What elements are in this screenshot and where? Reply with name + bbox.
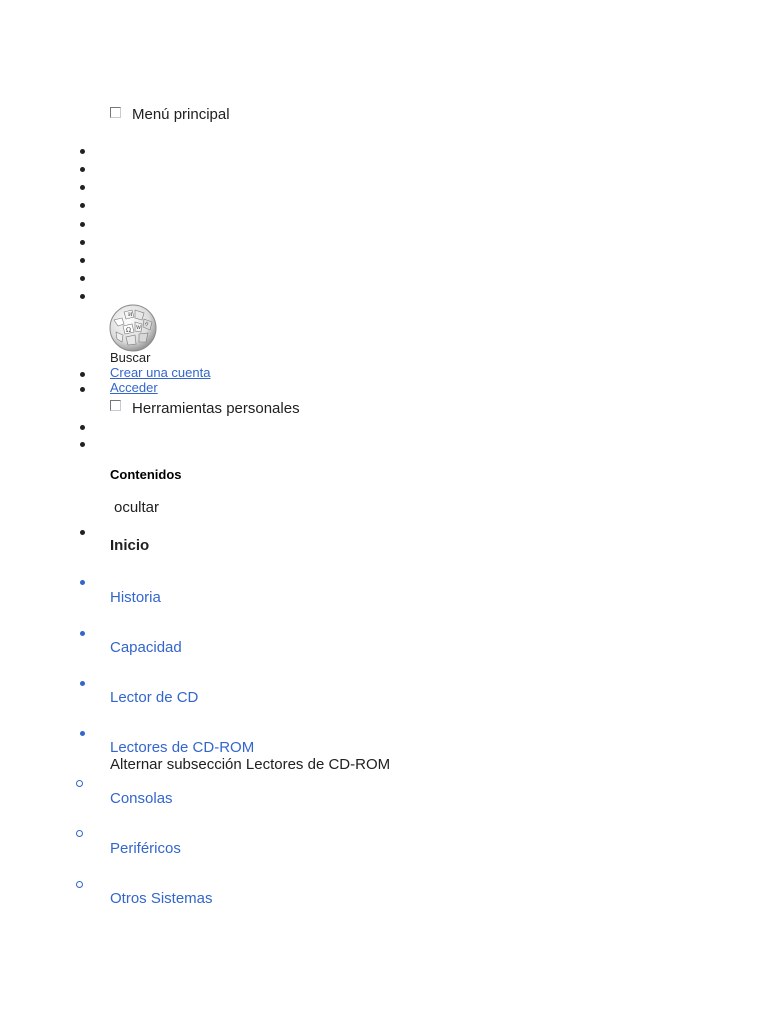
svg-text:Ω: Ω xyxy=(126,327,131,334)
toc-bullet xyxy=(80,580,85,585)
nav-list-bullet xyxy=(80,149,85,154)
main-menu-checkbox[interactable] xyxy=(110,107,121,118)
toc-bullet xyxy=(80,731,85,736)
user-link-bullet xyxy=(80,387,85,392)
wikipedia-globe-icon xyxy=(108,304,160,352)
toc-bullet xyxy=(80,681,85,686)
toc-sub-bullet xyxy=(76,881,83,888)
nav-list-bullet xyxy=(80,258,85,263)
svg-text:W: W xyxy=(136,325,142,331)
toc-item-lector-de-cd[interactable]: Lector de CD xyxy=(110,689,199,706)
personal-tools-label[interactable]: Herramientas personales xyxy=(132,400,300,417)
nav-list-bullet xyxy=(80,185,85,190)
wikipedia-logo[interactable] xyxy=(108,304,160,352)
toc-subitem-consolas[interactable]: Consolas xyxy=(110,790,173,807)
nav-list-bullet xyxy=(80,294,85,299)
toc-title: Contenidos xyxy=(110,467,182,482)
nav-list-bullet xyxy=(80,222,85,227)
toc-hide-button[interactable]: ocultar xyxy=(114,499,160,516)
create-account-link[interactable]: Crear una cuenta xyxy=(110,365,211,380)
svg-text:ウ: ウ xyxy=(144,322,150,328)
nav-list-bullet xyxy=(80,276,85,281)
toc-sub-bullet xyxy=(76,830,83,837)
toc-bullet xyxy=(80,631,85,636)
toc-item-capacidad[interactable]: Capacidad xyxy=(110,639,182,656)
nav-list-bullet xyxy=(80,167,85,172)
toc-item-historia[interactable]: Historia xyxy=(110,589,161,606)
toc-subitem-otros-sistemas[interactable]: Otros Sistemas xyxy=(110,890,213,907)
toc-sub-bullet xyxy=(76,780,83,787)
search-label[interactable]: Buscar xyxy=(110,350,151,365)
svg-text:И: И xyxy=(128,312,133,318)
nav-list-bullet xyxy=(80,240,85,245)
toc-bullet xyxy=(80,530,85,535)
toc-subsection-toggle[interactable]: Alternar subsección Lectores de CD-ROM xyxy=(110,756,391,773)
toc-item-inicio[interactable]: Inicio xyxy=(110,537,150,554)
toc-item-lectores-de-cd-rom[interactable]: Lectores de CD-ROM xyxy=(110,739,255,756)
personal-tools-bullet xyxy=(80,442,85,447)
toc-subitem-perifericos[interactable]: Periféricos xyxy=(110,840,181,857)
main-menu-label[interactable]: Menú principal xyxy=(132,106,230,123)
nav-list-bullet xyxy=(80,203,85,208)
login-link[interactable]: Acceder xyxy=(110,380,158,395)
personal-tools-bullet xyxy=(80,425,85,430)
personal-tools-checkbox[interactable] xyxy=(110,400,121,411)
user-link-bullet xyxy=(80,372,85,377)
